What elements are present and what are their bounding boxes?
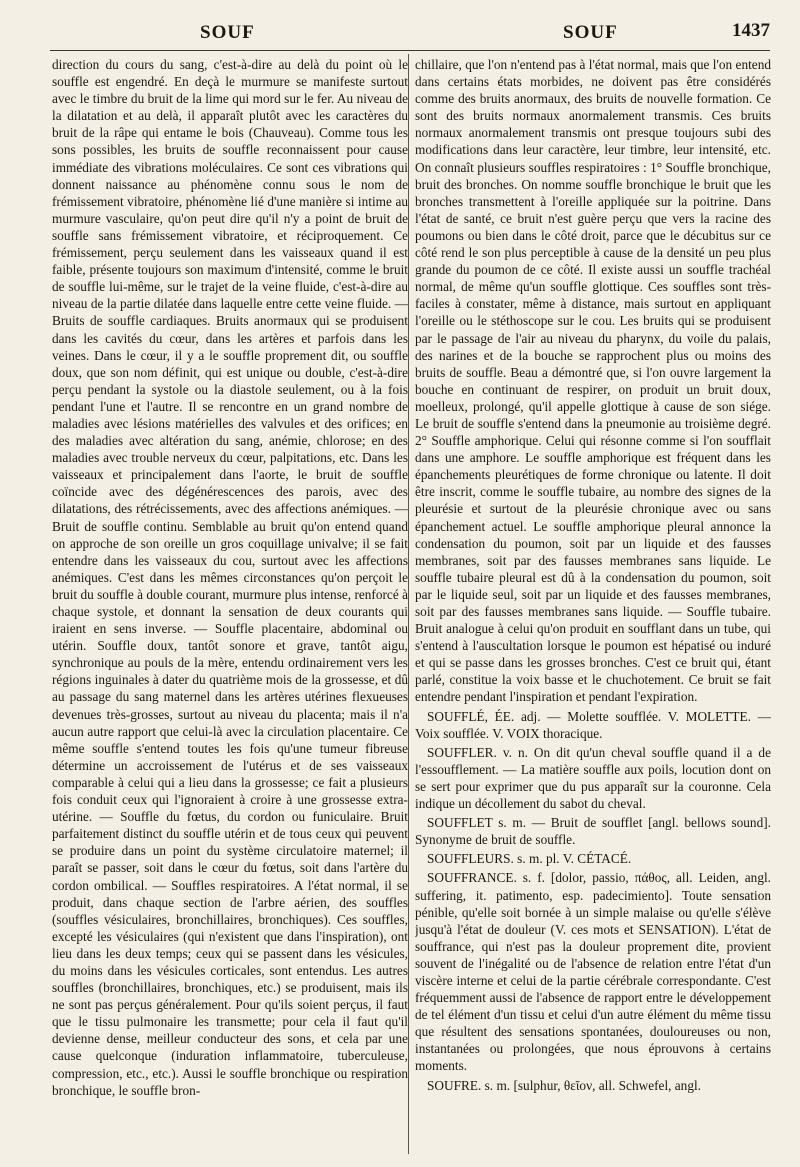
entry-souffler: SOUFFLER. v. n. On dit qu'un cheval souffle quand il a de l'essoufflement. — La matière souffle aux poils, locution dont on se sert pour exprimer que du pus apparaît sur la couronne. Cela indique un décollement du sabot du cheval. <box>415 744 771 812</box>
entry-souffle-adj: SOUFFLÉ, ÉE. adj. — Molette soufflée. V. MOLETTE. — Voix soufflée. V. VOIX thoracique. <box>415 708 771 741</box>
right-column <box>415 56 771 1156</box>
entry-souffrance: SOUFFRANCE. s. f. [dolor, passio, πάθος, all. Leiden, angl. suffering, it. patimento, esp. padecimiento]. Toute sensation pénible, qu'elle soit bornée à un simple malaise ou qu'elle s'élève jusqu'à l'état de douleur (V. ces mots et SENSATION). L'état de souffrance, qui n'est pas la douleur proprement dite, provient souvent de l'inégalité ou de l'absence de relation entre l'état d'un viscère interne et celui de la partie cérébrale correspondante. C'est fréquemment aussi de l'absence de rapport entre le développement de tel élément d'un tissu et celui d'un autre élément du même tissu que résultent des sensations spontanées, douloureuses ou non, instantanées ou prolongées, que nous éprouvons à certains moments. <box>415 870 771 1074</box>
page-header <box>50 18 770 50</box>
left-column <box>52 56 408 1156</box>
running-head-left: SOUF <box>200 22 255 43</box>
running-head-right: SOUF <box>563 22 618 43</box>
entry-soufre: SOUFRE. s. m. [sulphur, θεῖον, all. Schwefel, angl. <box>427 1077 702 1093</box>
left-paragraph: direction du cours du sang, c'est-à-dire au delà du point où le souffle est engendré. En deçà le murmure se manifeste surtout avec le timbre du bruit de la lime qui mord sur le fer. Au niveau de la dilatation et au delà, il apparaît plutôt avec les caractères du bruit de la râpe qui entame le bois (Chauveau). Comme tous les sons possibles, les bruits de souffle reconnaissent pour cause immédiate des vibrations moléculaires. Ce sont ces vibrations qui donnent naissance au phénomène connu sous le nom de frémissement vibratoire, phénomène lié d'une manière si intime au murmure vasculaire, qu'on peut dire qu'il n'y a point de bruit de souffle sans frémissement vibratoire, et réciproquement. Ce frémissement, perçu seulement dans les vaisseaux quand il est faible, présente toujours son maximum d'intensité, comme le bruit de souffle lui-même, sur le trajet de la veine fluide, c'est-à-dire au niveau de la partie dilatée dans laquelle entre cette veine fluide. — Bruits de souffle cardiaques. Bruits anormaux qui se produisent dans les cavités du cœur, dans les artères et parfois dans les veines. Dans le cœur, il y a le souffle proprement dit, ou souffle doux, que son nom définit, qui est unique ou double, c'est-à-dire perçu pendant la systole ou la diastole seulement, ou à la fois pendant l'une et l'autre. Il se rencontre en un grand nombre de maladies avec lésions matérielles des valvules et des orifices; en des maladies avec altération du sang, anémie, chlorose; en des maladies avec trouble nerveux du cœur, palpitations, etc. Dans les vaisseaux et principalement dans l'aorte, le bruit de souffle coïncide avec des dégénérescences des parois, avec des dilatations, des rétrécissements, avec des affections anémiques. — Bruit de souffle continu. Semblable au bruit qu'on entend quand on approche de son oreille un gros coquillage univalve; il se fait entendre dans les vaisseaux du cou, surtout avec les affections anémiques. C'est dans les mêmes circonstances qu'on perçoit le bruit du souffle à double courant, murmure plus intense, renforcé à chaque systole, et donnant la sensation de deux courants qui iraient en sens inverse. — Souffle placentaire, abdominal ou utérin. Souffle doux, tantôt sonore et grave, tantôt aigu, synchronique au pouls de la mère, entendu ordinairement vers les régions inguinales à dater du quatrième mois de la grossesse, et dû au passage du sang maternel dans les artères utérines flexueuses devenues très-grosses, surtout au niveau du placenta; mais il n'a aucun autre rapport que celui-là avec la circulation placentaire. Ce même souffle s'entend toutes les fois qu'une tumeur fibreuse détermine un accroissement de l'utérus et de ses vaisseaux comparable à celui qui a lieu dans la grossesse; ce fait a plusieurs fois conduit ceux qui l'ignoraient à croire à une grossesse extra-utérine. — Souffle du fœtus, du cordon ou funiculaire. Bruit parfaitement distinct du souffle utérin et de tous ceux qui peuvent se produire dans un point du système circulatoire maternel; il paraît se passer, soit dans le cœur du fœtus, soit dans l'artère du cordon ombilical. — Souffles respiratoires. A l'état normal, il se produit, dans chaque section de l'arbre aérien, des souffles (souffles vésiculaires, bronchillaires, bronchiques). Ces souffles, excepté les vésiculaires (qui n'existent que dans l'inspiration), ont lieu dans les deux temps; ceux qui se passent dans les vésicules, du moins dans les vésicules corticales, sont entendus. Les autres souffles (bronchillaires, bronchiques, etc.) se produisent, mais ils ne sont pas perçus généralement. Pour qu'ils soient perçus, il faut que le tissu pulmonaire les transmette; pour cela il faut qu'il devienne dense, meilleur conducteur des sons, et cela par une cause quelconque (induration inflammatoire, tuberculeuse, compression, etc., etc.). Aussi le souffle bronchique ou respiration bronchique, le souffle bron- <box>52 57 408 1098</box>
header-rule <box>50 50 770 51</box>
right-paragraph-continuation: chillaire, que l'on n'entend pas à l'état normal, mais que l'on entend dans certains états morbides, ne doivent pas être considérés comme des bruits anormaux, des bruits de nouvelle formation. Ce sont des bruits normaux anormalement transmis. Ces bruits normaux anormalement transmis ont presque toujours subi des modifications dans leur caractère, leur timbre, leur intensité, etc. On connaît plusieurs souffles respiratoires : 1° Souffle bronchique, bruit des bronches. On nomme souffle bronchique le bruit que les bronches transmettent à l'oreille appliquée sur la poitrine. Dans l'état de santé, ce bruit n'est guère perçu que vers la racine des poumons ou bien dans le côté droit, parce que le décubitus sur ce côté rend le son plus perceptible à cause de la densité un peu plus grande du poumon de ce côté. Il existe aussi un souffle trachéal normal, de même qu'un souffle glottique. Ces souffles sont très-faciles à constater, même à distance, mais surtout en appliquant l'oreille ou le stéthoscope sur le cou. Les bruits qui se produisent par le passage de l'air au niveau du pharynx, du voile du palais, des narines et de la bouche se rapprochent plus ou moins des bruits de souffle. Beau a démontré que, si l'on ouvre largement la bouche en continuant de respirer, on produit un bruit doux, moelleux, prolongé, qu'il appelle glottique à cause de son siége. Le bruit de souffle s'entend dans la pneumonie au troisième degré. 2° Souffle amphorique. Celui qui résonne comme si l'on soufflait dans une amphore. Le souffle amphorique est fréquent dans les épanchements pleurétiques de forme chronique ou latente. Il doit être inscrit, comme le souffle tubaire, au nombre des signes de la pleurésie et surtout de la pleurésie chronique avec ou sans épanchement actuel. Le souffle amphorique pleural annonce la condensation du poumon, soit par un liquide et des fausses membranes, soit par des fausses membranes sans liquide. Le souffle tubaire pleural est dû à la condensation du poumon, soit par le liquide seul, soit par un liquide et des fausses membranes, soit par des fausses membranes sans liquide. — Souffle tubaire. Bruit analogue à celui qu'on produit en soufflant dans un tube, qui s'entend à l'auscultation lorsque le poumon est hépatisé ou induré et qui se passe dans les grosses bronches. C'est ce bruit qui, étant parlé, constitue la voix basse et le chuchotement. Ce bruit se fait entendre pendant l'inspiration et pendant l'expiration. <box>415 57 771 705</box>
entry-soufflet: SOUFFLET s. m. — Bruit de soufflet [angl. bellows sound]. Synonyme de bruit de souffle. <box>415 815 771 848</box>
column-divider <box>408 54 409 1154</box>
page-number: 1437 <box>732 20 770 41</box>
entry-souffleurs: SOUFFLEURS. s. m. pl. V. CÉTACÉ. <box>427 851 632 867</box>
